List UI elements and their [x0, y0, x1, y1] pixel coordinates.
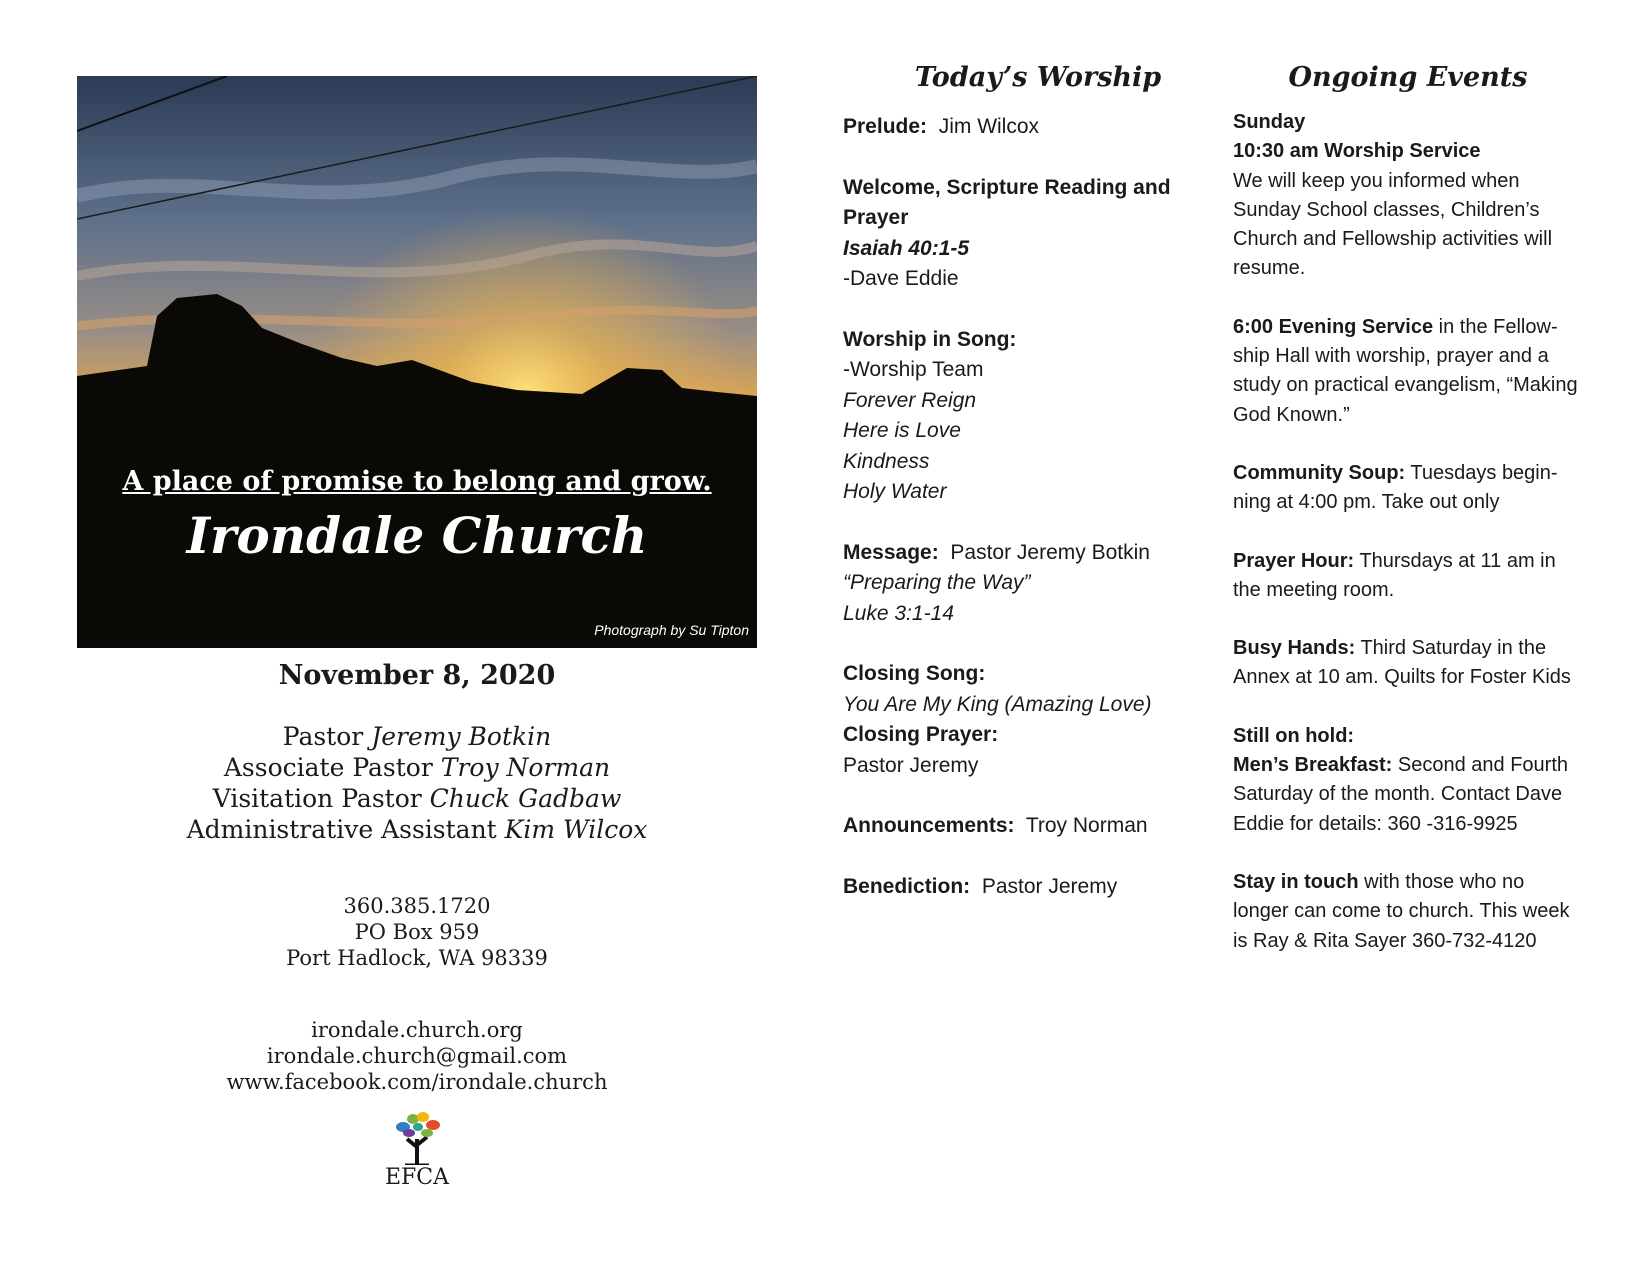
efca-text: EFCA [384, 1165, 450, 1190]
message-text: Luke 3:1-14 [843, 601, 954, 625]
staff-name: Chuck Gadbaw [429, 784, 622, 813]
closing-prayer-label: Closing Prayer: [843, 723, 999, 746]
hero-photo [77, 76, 757, 648]
evening-text: in the Fellow-ship Hall with worship, prayer and a study on practical evangelism, “Making God Known.” [1233, 315, 1578, 426]
touch-label: Stay in touch [1233, 870, 1359, 893]
staff-name: Jeremy Botkin [371, 722, 552, 751]
song-item: Holy Water [843, 480, 947, 503]
events-list [1233, 108, 1583, 985]
closing-prayer: Pastor Jeremy [843, 753, 979, 777]
closing-song: You Are My King (Amazing Love) [843, 692, 1152, 716]
breakfast-text: Second and Fourth Saturday of the month. Contact Dave Eddie for details: 360 -316-9925 [1233, 754, 1569, 835]
announcements-value: Troy Norman [1025, 814, 1148, 837]
welcome-label: Welcome, Scripture Reading and Prayer [843, 175, 1171, 229]
event-on-hold [1233, 722, 1583, 839]
staff-name: Kim Wilcox [504, 815, 648, 844]
closing-song-label: Closing Song: [843, 662, 986, 685]
song-label: Worship in Song: [843, 327, 1017, 351]
staff-admin-assistant [77, 814, 757, 845]
photo-credit: Photograph by Su Tipton [594, 622, 749, 638]
soup-text: Tuesdays begin-ning at 4:00 pm. Take out only [1233, 461, 1558, 514]
contact-block [77, 893, 757, 971]
prayer-label: Prayer Hour: [1233, 549, 1355, 572]
breakfast-label: Men’s Breakfast: [1233, 754, 1393, 777]
worship-title: Today’s Worship [914, 62, 1162, 93]
touch-text: with those who no longer can come to church. This week is Ray & Rita Sayer 360-732-4120 [1233, 870, 1570, 952]
message-title: “Preparing the Way” [843, 571, 1031, 594]
staff-name: Troy Norman [440, 753, 611, 782]
hold-label: Still on hold: [1233, 724, 1355, 747]
phone: 360.385.1720 [343, 894, 491, 918]
staff-associate-pastor [77, 752, 757, 783]
worship-in-song [843, 325, 1203, 508]
event-stay-in-touch [1233, 868, 1583, 956]
prayer-text: Thursdays at 11 am in the meeting room. [1233, 549, 1556, 601]
service-date: November 8, 2020 [278, 660, 556, 691]
song-leader: -Worship Team [843, 358, 984, 381]
tree-icon [387, 1109, 447, 1165]
prelude-label: Prelude: [843, 115, 928, 138]
sunday-service: 10:30 am Worship Service [1233, 140, 1481, 163]
song-item: Forever Reign [843, 388, 977, 412]
staff-role: Administrative Assistant [186, 815, 497, 844]
tagline: A place of promise to belong and grow. [122, 466, 712, 497]
prelude [843, 112, 1203, 143]
church-name: Irondale Church [186, 506, 648, 565]
scripture-reader: -Dave Eddie [843, 267, 959, 290]
web-block [77, 1017, 757, 1095]
staff-visitation-pastor [77, 783, 757, 814]
song-item: Kindness [843, 449, 930, 473]
benediction [843, 872, 1203, 903]
website-link[interactable]: irondale.church.org [311, 1018, 523, 1042]
evening-label: 6:00 Evening Service [1233, 315, 1434, 338]
message [843, 538, 1203, 630]
efca-logo [77, 1109, 757, 1190]
soup-label: Community Soup: [1233, 461, 1406, 484]
announcements [843, 811, 1203, 842]
prelude-value: Jim Wilcox [938, 115, 1040, 138]
event-soup [1233, 459, 1583, 518]
staff-role: Associate Pastor [223, 753, 433, 782]
city-address: Port Hadlock, WA 98339 [286, 946, 548, 970]
event-busy-hands [1233, 634, 1583, 693]
po-box: PO Box 959 [354, 920, 480, 944]
sunday-text: We will keep you informed when Sunday School classes, Children’s Church and Fellowship activities will resume. [1233, 169, 1553, 280]
message-label: Message: [843, 540, 939, 564]
church-info [77, 660, 757, 1190]
worship-order [843, 112, 1203, 932]
email-link[interactable]: irondale.church@gmail.com [266, 1044, 568, 1068]
announcements-label: Announcements: [843, 814, 1015, 837]
event-prayer [1233, 547, 1583, 606]
song-item: Here is Love [843, 419, 961, 442]
welcome [843, 173, 1203, 295]
message-speaker: Pastor Jeremy Botkin [950, 540, 1150, 564]
benediction-value: Pastor Jeremy [981, 874, 1118, 898]
facebook-link[interactable]: www.facebook.com/irondale.church [226, 1070, 608, 1094]
event-sunday [1233, 108, 1583, 284]
benediction-label: Benediction: [843, 874, 971, 898]
staff-role: Visitation Pastor [212, 784, 422, 813]
events-title: Ongoing Events [1288, 62, 1528, 93]
sunday-label: Sunday [1233, 111, 1306, 133]
scripture-ref: Isaiah 40:1-5 [843, 236, 970, 260]
staff-role: Pastor [282, 722, 364, 751]
closing [843, 659, 1203, 781]
busy-label: Busy Hands: [1233, 637, 1356, 660]
staff-pastor [77, 721, 757, 752]
event-evening [1233, 313, 1583, 430]
busy-text: Third Saturday in the Annex at 10 am. Quilts for Foster Kids [1233, 637, 1571, 689]
